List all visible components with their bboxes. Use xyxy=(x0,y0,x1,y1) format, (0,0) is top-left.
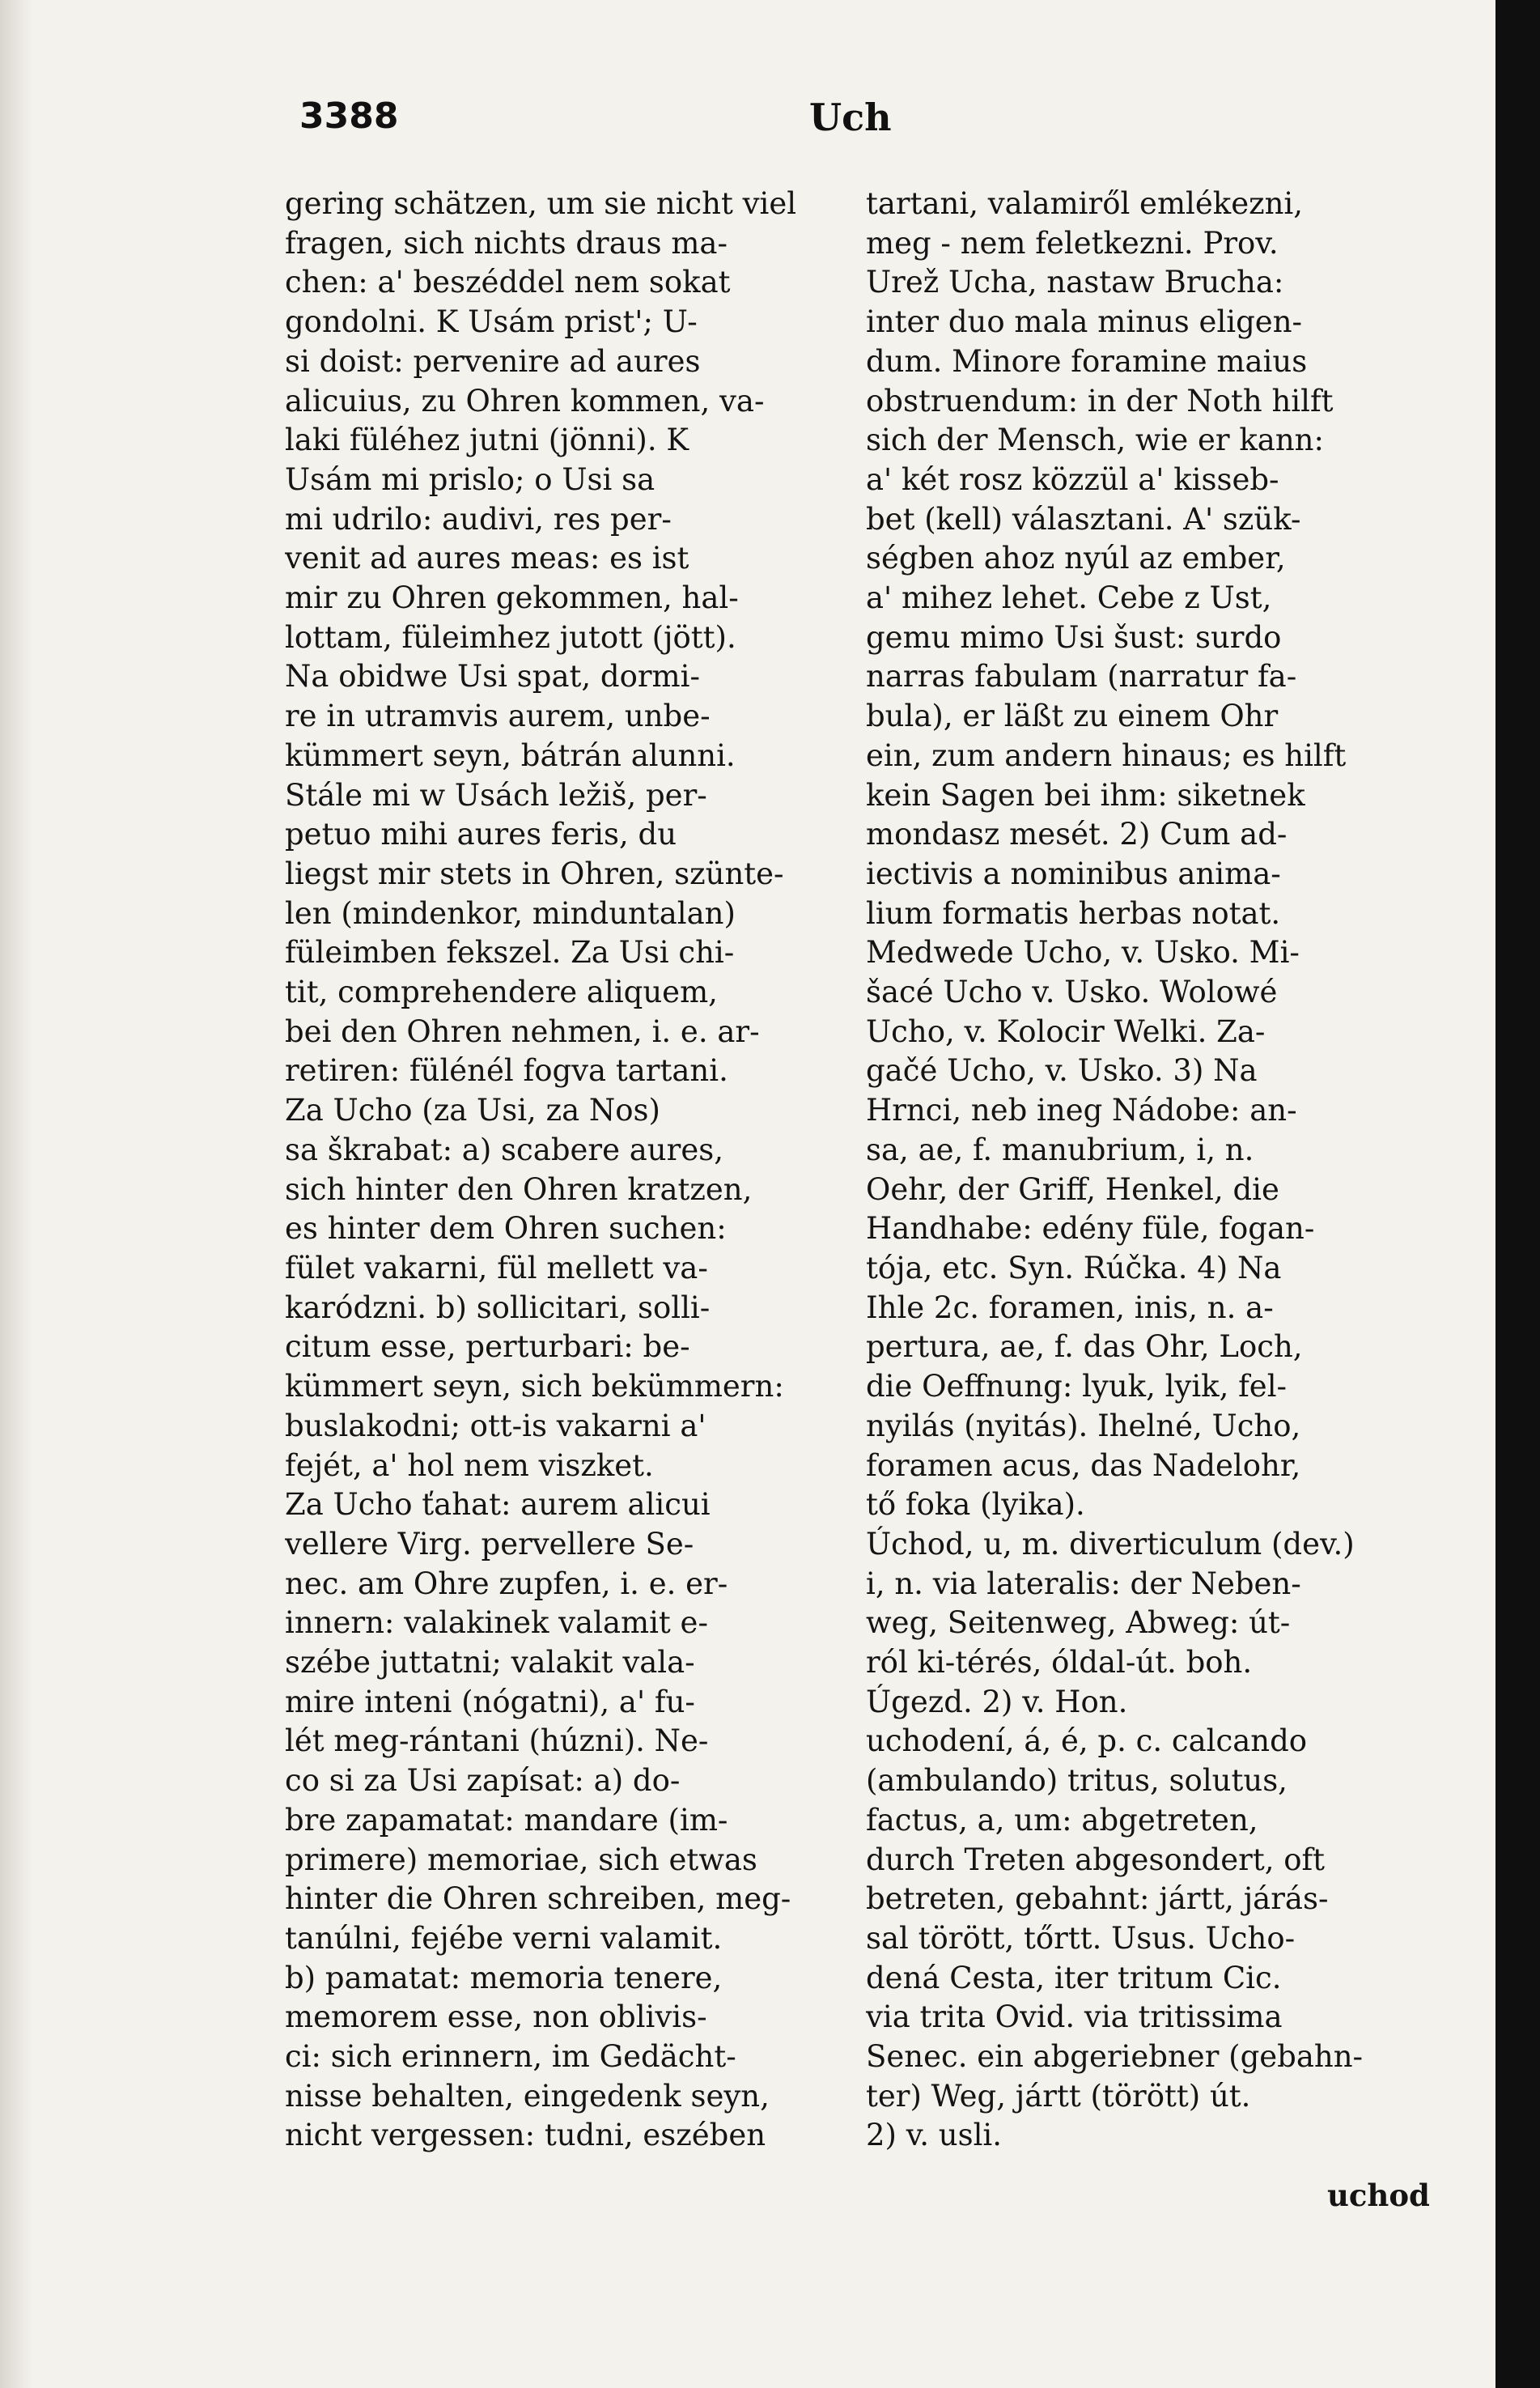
text-line: ségben ahoz nyúl az ember, xyxy=(866,541,1286,576)
page-gutter-shadow xyxy=(0,0,32,2388)
text-line: die Oeffnung: lyuk, lyik, fel- xyxy=(866,1369,1288,1404)
text-line: Medwede Ucho, v. Usko. Mi- xyxy=(866,935,1300,971)
text-line: weg, Seitenweg, Abweg: út- xyxy=(866,1605,1291,1641)
text-line: innern: valakinek valamit e- xyxy=(285,1605,708,1641)
text-line: Hrnci, neb ineg Nádobe: an- xyxy=(866,1093,1297,1128)
text-line: ein, zum andern hinaus; es hilft xyxy=(866,737,1347,773)
text-line: Ucho, v. Kolocir Welki. Za- xyxy=(866,1013,1266,1049)
text-line: b) pamatat: memoria tenere, xyxy=(285,1960,723,1995)
text-line: citum esse, perturbari: be- xyxy=(285,1329,690,1365)
text-line: chen: a' beszéddel nem sokat xyxy=(285,265,731,300)
text-line: bei den Ohren nehmen, i. e. ar- xyxy=(285,1013,760,1049)
text-line: liegst mir stets in Ohren, szünte- xyxy=(285,856,784,891)
text-line: venit ad aures meas: es ist xyxy=(285,541,689,576)
text-line: Usám mi prislo; o Usi sa xyxy=(285,461,655,497)
text-line: lottam, füleimhez jutott (jött). xyxy=(285,619,736,655)
text-line: szébe juttatni; valakit vala- xyxy=(285,1645,695,1681)
text-line: nec. am Ohre zupfen, i. e. er- xyxy=(285,1566,728,1601)
text-line: tartani, valamiről emlékezni, xyxy=(866,186,1304,221)
text-line: memorem esse, non oblivis- xyxy=(285,1999,707,2035)
text-line: bula), er läßt zu einem Ohr xyxy=(866,699,1279,734)
text-line: fület vakarni, fül mellett va- xyxy=(285,1250,708,1285)
text-line: sa škrabat: a) scabere aures, xyxy=(285,1132,723,1167)
text-line: uchodení, á, é, p. c. calcando xyxy=(866,1723,1308,1759)
text-line: ci: sich erinnern, im Gedächt- xyxy=(285,2039,736,2075)
text-line: meg - nem feletkezni. Prov. xyxy=(866,225,1279,261)
text-line: nyilás (nyitás). Ihelné, Ucho, xyxy=(866,1408,1301,1443)
running-head: Uch xyxy=(809,96,892,139)
text-line: Senec. ein abgeriebner (gebahn- xyxy=(866,2039,1364,2075)
text-line: sich hinter den Ohren kratzen, xyxy=(285,1171,753,1207)
text-line: re in utramvis aurem, unbe- xyxy=(285,699,711,734)
text-line: Urež Ucha, nastaw Brucha: xyxy=(866,265,1284,300)
text-line: retiren: fülénél fogva tartani. xyxy=(285,1053,728,1089)
text-line: Úgezd. 2) v. Hon. xyxy=(866,1684,1128,1719)
text-line: bet (kell) választani. A' szük- xyxy=(866,501,1301,537)
text-line: tója, etc. Syn. Rúčka. 4) Na xyxy=(866,1250,1282,1285)
text-line: inter duo mala minus eligen- xyxy=(866,304,1303,340)
text-line: betreten, gebahnt: jártt, járás- xyxy=(866,1881,1329,1917)
text-line: lium formatis herbas notat. xyxy=(866,895,1281,931)
text-line: a' két rosz közzül a' kisseb- xyxy=(866,461,1279,497)
text-line: Stále mi w Usách ležiš, per- xyxy=(285,777,707,813)
text-line: sa, ae, f. manubrium, i, n. xyxy=(866,1132,1254,1167)
text-line: alicuius, zu Ohren kommen, va- xyxy=(285,383,765,419)
text-line: nisse behalten, eingedenk seyn, xyxy=(285,2078,770,2114)
text-line: via trita Ovid. via tritissima xyxy=(866,1999,1283,2035)
text-line: Na obidwe Usi spat, dormi- xyxy=(285,659,700,695)
text-line: tit, comprehendere aliquem, xyxy=(285,975,718,1010)
text-line: ról ki-térés, óldal-út. boh. xyxy=(866,1645,1253,1681)
text-line: fragen, sich nichts draus ma- xyxy=(285,225,728,261)
text-line: gemu mimo Usi šust: surdo xyxy=(866,619,1282,655)
text-line: dená Cesta, iter tritum Cic. xyxy=(866,1960,1282,1995)
text-line: mondasz mesét. 2) Cum ad- xyxy=(866,817,1288,852)
text-line: Úchod, u, m. diverticulum (dev.) xyxy=(866,1526,1355,1562)
text-line: a' mihez lehet. Cebe z Ust, xyxy=(866,580,1272,616)
text-line: sich der Mensch, wie er kann: xyxy=(866,423,1324,458)
text-line: Ihle 2c. foramen, inis, n. a- xyxy=(866,1290,1274,1325)
text-line: es hinter dem Ohren suchen: xyxy=(285,1211,727,1247)
text-line: Oehr, der Griff, Henkel, die xyxy=(866,1171,1279,1207)
text-line: hinter die Ohren schreiben, meg- xyxy=(285,1881,791,1917)
text-line: karódzni. b) sollicitari, solli- xyxy=(285,1290,711,1325)
text-line: pertura, ae, f. das Ohr, Loch, xyxy=(866,1329,1303,1365)
catchword: uchod xyxy=(1327,2178,1430,2213)
text-line: tanúlni, fejébe verni valamit. xyxy=(285,1920,723,1956)
text-line: co si za Usi zapísat: a) do- xyxy=(285,1763,681,1799)
page-header xyxy=(275,96,1440,144)
text-line: kein Sagen bei ihm: siketnek xyxy=(866,777,1305,813)
text-line: fejét, a' hol nem viszket. xyxy=(285,1447,654,1483)
text-line: dum. Minore foramine maius xyxy=(866,343,1308,379)
text-line: lét meg-rántani (húzni). Ne- xyxy=(285,1723,709,1759)
text-line: 2) v. usli. xyxy=(866,2118,1003,2153)
text-line: vellere Virg. pervellere Se- xyxy=(285,1526,694,1562)
text-line: ter) Weg, jártt (törött) út. xyxy=(866,2078,1251,2114)
text-line: mire inteni (nógatni), a' fu- xyxy=(285,1684,695,1719)
text-line: narras fabulam (narratur fa- xyxy=(866,659,1297,695)
text-line: buslakodni; ott-is vakarni a' xyxy=(285,1408,706,1443)
text-line: tő foka (lyika). xyxy=(866,1487,1085,1523)
text-line: nicht vergessen: tudni, eszében xyxy=(285,2118,766,2153)
text-line: i, n. via lateralis: der Neben- xyxy=(866,1566,1301,1601)
text-line: primere) memoriae, sich etwas xyxy=(285,1842,757,1877)
text-line: laki füléhez jutni (jönni). K xyxy=(285,423,689,458)
text-line: šacé Ucho v. Usko. Wolowé xyxy=(866,975,1278,1010)
text-line: kümmert seyn, bátrán alunni. xyxy=(285,737,736,773)
text-line: Za Ucho (za Usi, za Nos) xyxy=(285,1093,660,1128)
right-column xyxy=(866,185,1432,2156)
text-line: si doist: pervenire ad aures xyxy=(285,343,701,379)
text-line: gondolni. K Usám prist'; U- xyxy=(285,304,698,340)
text-line: mir zu Ohren gekommen, hal- xyxy=(285,580,739,616)
scan-edge xyxy=(1495,0,1540,2388)
text-line: Za Ucho ťahat: aurem alicui xyxy=(285,1487,711,1523)
text-line: füleimben fekszel. Za Usi chi- xyxy=(285,935,735,971)
page-number: 3388 xyxy=(299,96,399,137)
left-column xyxy=(285,185,843,2156)
text-line: petuo mihi aures feris, du xyxy=(285,817,677,852)
text-line: obstruendum: in der Noth hilft xyxy=(866,383,1334,419)
text-line: Handhabe: edény füle, fogan- xyxy=(866,1211,1315,1247)
text-line: sal törött, tőrtt. Usus. Ucho- xyxy=(866,1920,1296,1956)
text-line: kümmert seyn, sich bekümmern: xyxy=(285,1369,784,1404)
text-line: factus, a, um: abgetreten, xyxy=(866,1802,1258,1838)
text-line: mi udrilo: audivi, res per- xyxy=(285,501,672,537)
text-line: bre zapamatat: mandare (im- xyxy=(285,1802,728,1838)
text-line: len (mindenkor, minduntalan) xyxy=(285,895,736,931)
text-line: iectivis a nominibus anima- xyxy=(866,856,1281,891)
text-line: foramen acus, das Nadelohr, xyxy=(866,1447,1301,1483)
text-line: gering schätzen, um sie nicht viel xyxy=(285,186,797,221)
text-line: gačé Ucho, v. Usko. 3) Na xyxy=(866,1053,1258,1089)
text-line: (ambulando) tritus, solutus, xyxy=(866,1763,1288,1799)
text-line: durch Treten abgesondert, oft xyxy=(866,1842,1326,1877)
